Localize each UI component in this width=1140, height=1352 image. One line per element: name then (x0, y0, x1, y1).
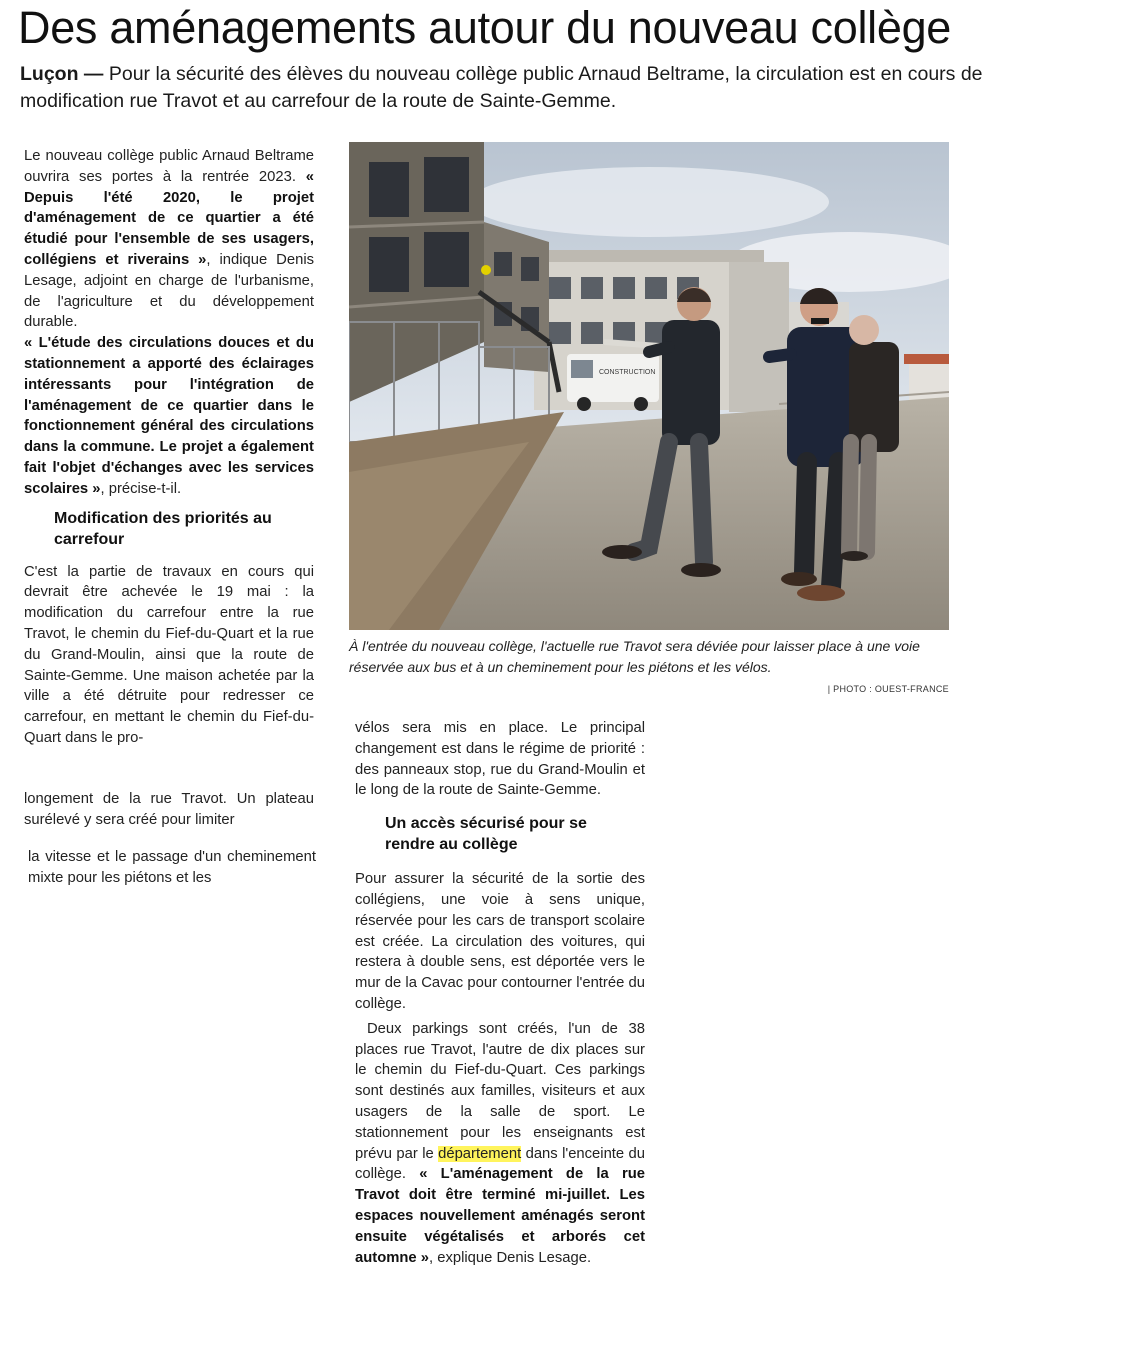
van-text: CONSTRUCTION (599, 369, 656, 376)
col2-paragraph-2: Pour assurer la sécurité de la sortie des collégiens, une voie à sens unique, réservée pour les cars de transport scolaire est créée. La circulation des voitures, qui restera à double sens, est déportée vers le mur de la Cavac pour contourner l'entrée du collège. (355, 871, 645, 1012)
construction-site-illustration (349, 142, 949, 630)
photo-credit: | PHOTO : OUEST-FRANCE (827, 684, 949, 694)
text-run: , indique Denis Lesage, adjoint en charge de l'urbanisme, de l'agriculture et du développement durable. (24, 251, 315, 331)
article-headline: Des aménagements autour du nouveau collège (18, 2, 952, 53)
col2-paragraph-1: vélos sera mis en place. Le principal changement est dans le régime de priorité : des panneaux stop, rue du Grand-Moulin et le long de la route de Sainte-Gemme. (355, 720, 645, 799)
text-run: , explique Denis Lesage. (429, 1249, 592, 1266)
col1-subheading: Modification des priorités au carrefour (54, 509, 272, 548)
text-run: Deux parkings sont créés, l'un de 38 places rue Travot, l'autre de dix places sur le chemin du Fief-du-Quart. Ces parkings sont destinés aux familles, visiteurs et aux usagers de la salle de sport. Le stationnement pour les enseignants est prévu par le (355, 1020, 645, 1162)
col1-paragraph-3-continued-2: la vitesse et le passage d'un cheminement mixte pour les piétons et les (28, 849, 316, 886)
photo-caption: À l'entrée du nouveau collège, l'actuelle rue Travot sera déviée pour laisser place à une voie réservée aux bus et à un cheminement pour les piétons et les vélos. (349, 638, 920, 675)
col2-subheading: Un accès sécurisé pour se rendre au collège (385, 815, 587, 854)
text-run: Le nouveau collège public Arnaud Beltrame ouvrira ses portes à la rentrée 2023. (24, 148, 314, 185)
quote-run: « L'étude des circulations douces et du stationnement a apporté des éclairages intéressants pour l'intégration de l'aménagement de ce quartier dans le fonctionnement général des circulations dans la commune. Le projet a également fait l'objet d'échanges avec les services scolaires » (24, 335, 314, 497)
col1-paragraph-1 (24, 146, 314, 333)
column-1-continuation-b (24, 847, 316, 889)
quote-run: « Depuis l'été 2020, le projet d'aménagement de ce quartier a été étudié pour l'ensemble de ses usagers, collégiens et riverains » (24, 168, 314, 268)
quote-run: « L'aménagement de la rue Travot doit être terminé mi-juillet. Les espaces nouvellement aménagés seront ensuite végétalisés et arborés cet automne » (355, 1166, 645, 1266)
text-run: , précise-t-il. (100, 480, 182, 497)
article-lead (20, 61, 1010, 115)
column-1-continuation-a (24, 789, 314, 831)
lead-town: Luçon — (20, 63, 104, 85)
text-run: dans l'enceinte du collège. (355, 1145, 645, 1183)
column-1 (24, 146, 314, 749)
highlighted-word: département (438, 1145, 522, 1162)
col1-paragraph-3: C'est la partie de travaux en cours qui devrait être achevée le 19 mai : la modification du carrefour entre la rue Travot, le chemin du Fief-du-Quart et la rue du Grand-Moulin, ainsi que la route de Sainte-Gemme. Une maison achetée par la ville a été détruite pour redresser ce carrefour, en mettant le chemin du Fief-du-Quart dans le pro- (24, 563, 314, 746)
col1-paragraph-3-continued: longement de la rue Travot. Un plateau surélevé y sera créé pour limiter (24, 791, 314, 828)
col2-paragraph-3 (355, 1019, 645, 1269)
lead-text: Pour la sécurité des élèves du nouveau collège public Arnaud Beltrame, la circulation est en cours de modification rue Travot et au carrefour de la route de Sainte-Gemme. (20, 63, 983, 112)
column-2 (355, 718, 645, 1268)
article-photo (349, 142, 949, 630)
col1-paragraph-2 (24, 333, 314, 499)
